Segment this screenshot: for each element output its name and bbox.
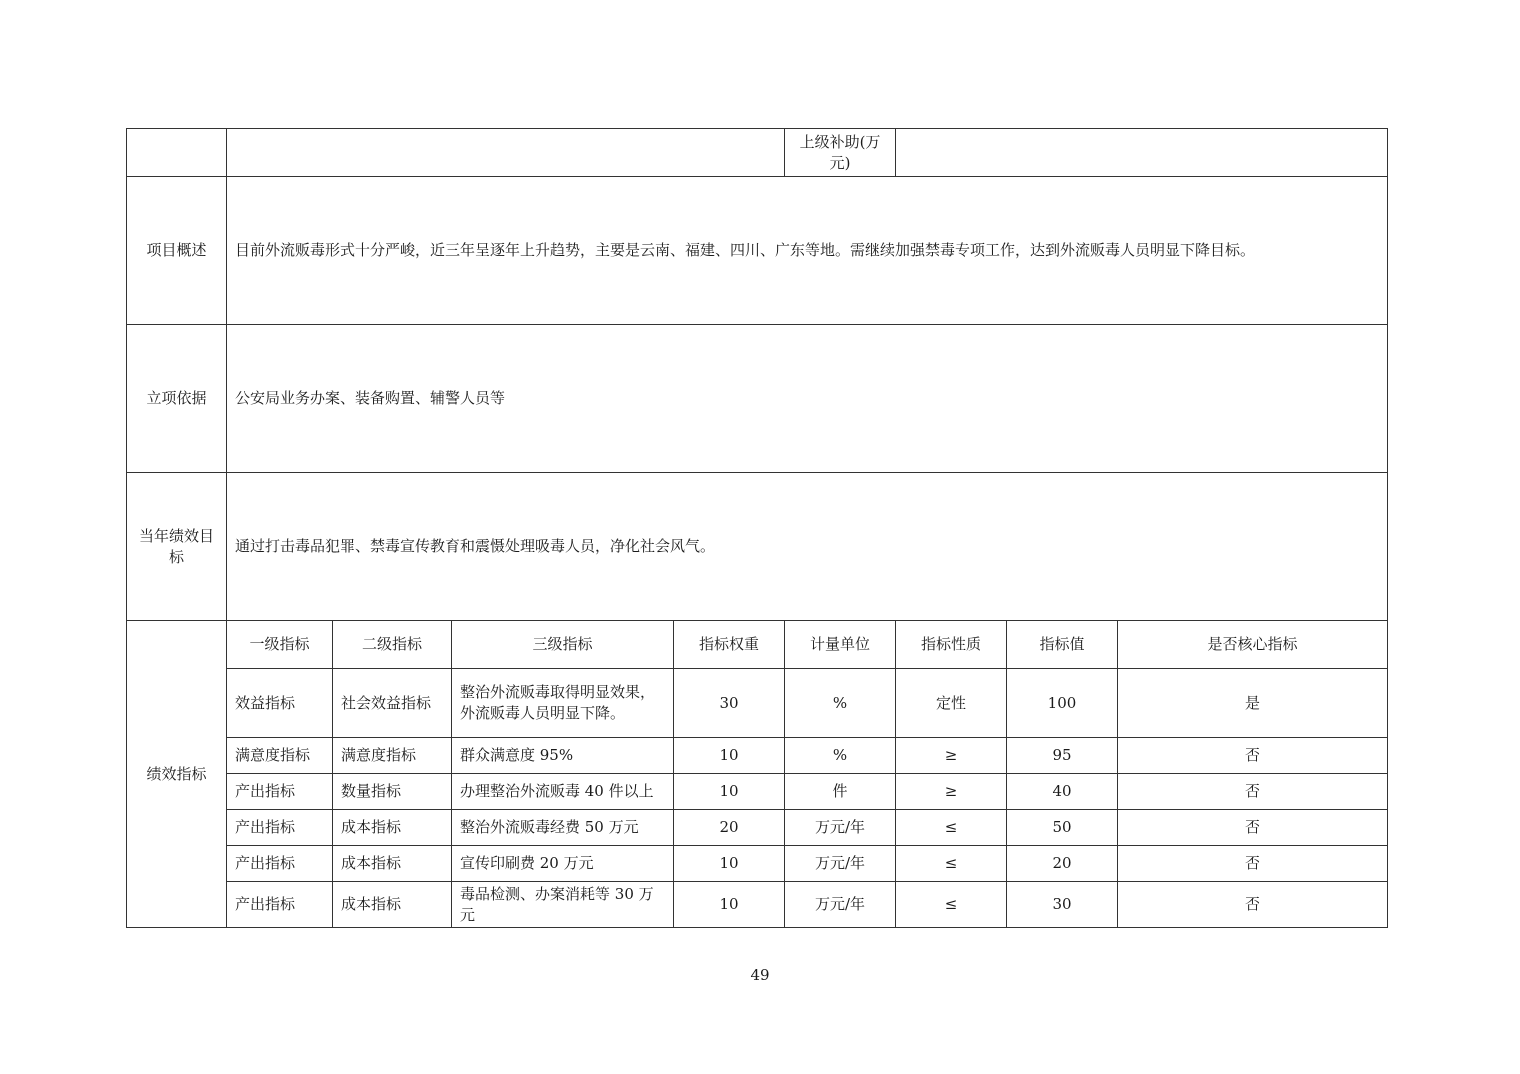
project-basis-label: 立项依据 bbox=[127, 325, 227, 473]
indicator-level3: 整治外流贩毒取得明显效果，外流贩毒人员明显下降。 bbox=[452, 669, 674, 738]
indicator-level3: 办理整治外流贩毒 40 件以上 bbox=[452, 774, 674, 810]
indicator-weight: 20 bbox=[674, 810, 785, 846]
annual-goal-label: 当年绩效目标 bbox=[127, 473, 227, 621]
empty-label-cell bbox=[127, 129, 227, 177]
indicator-value: 50 bbox=[1007, 810, 1118, 846]
indicator-level2: 成本指标 bbox=[333, 810, 452, 846]
indicator-nature: ≤ bbox=[896, 810, 1007, 846]
indicator-weight: 10 bbox=[674, 846, 785, 882]
indicator-level1: 效益指标 bbox=[227, 669, 333, 738]
indicator-nature: ≤ bbox=[896, 846, 1007, 882]
header-weight: 指标权重 bbox=[674, 621, 785, 669]
indicator-row bbox=[127, 846, 1388, 882]
indicator-weight: 30 bbox=[674, 669, 785, 738]
empty-value-cell bbox=[227, 129, 785, 177]
project-overview-row bbox=[127, 177, 1388, 325]
indicator-level2: 数量指标 bbox=[333, 774, 452, 810]
superior-subsidy-label: 上级补助(万元) bbox=[785, 129, 896, 177]
superior-subsidy-row bbox=[127, 129, 1388, 177]
indicator-value: 40 bbox=[1007, 774, 1118, 810]
indicator-unit: % bbox=[785, 669, 896, 738]
indicator-level1: 产出指标 bbox=[227, 882, 333, 928]
indicator-header-row bbox=[127, 621, 1388, 669]
indicator-level2: 满意度指标 bbox=[333, 738, 452, 774]
annual-goal-text: 通过打击毒品犯罪、禁毒宣传教育和震慑处理吸毒人员，净化社会风气。 bbox=[227, 473, 1388, 621]
indicator-level2: 成本指标 bbox=[333, 882, 452, 928]
superior-subsidy-value bbox=[896, 129, 1388, 177]
indicator-weight: 10 bbox=[674, 774, 785, 810]
indicator-value: 100 bbox=[1007, 669, 1118, 738]
indicator-core: 否 bbox=[1118, 810, 1388, 846]
annual-goal-row bbox=[127, 473, 1388, 621]
header-nature: 指标性质 bbox=[896, 621, 1007, 669]
indicator-level2: 成本指标 bbox=[333, 846, 452, 882]
indicator-core: 否 bbox=[1118, 774, 1388, 810]
indicator-weight: 10 bbox=[674, 882, 785, 928]
indicator-core: 是 bbox=[1118, 669, 1388, 738]
indicator-level3: 毒品检测、办案消耗等 30 万元 bbox=[452, 882, 674, 928]
project-overview-text: 目前外流贩毒形式十分严峻，近三年呈逐年上升趋势，主要是云南、福建、四川、广东等地。需继续加强禁毒专项工作，达到外流贩毒人员明显下降目标。 bbox=[227, 177, 1388, 325]
indicator-nature: ≥ bbox=[896, 738, 1007, 774]
header-level2: 二级指标 bbox=[333, 621, 452, 669]
header-level3: 三级指标 bbox=[452, 621, 674, 669]
header-unit: 计量单位 bbox=[785, 621, 896, 669]
indicator-unit: % bbox=[785, 738, 896, 774]
indicator-level3: 群众满意度 95% bbox=[452, 738, 674, 774]
indicator-row bbox=[127, 774, 1388, 810]
indicator-unit: 万元/年 bbox=[785, 882, 896, 928]
indicator-value: 30 bbox=[1007, 882, 1118, 928]
indicator-row bbox=[127, 810, 1388, 846]
indicator-core: 否 bbox=[1118, 846, 1388, 882]
indicator-unit: 件 bbox=[785, 774, 896, 810]
header-value: 指标值 bbox=[1007, 621, 1118, 669]
indicator-row bbox=[127, 882, 1388, 928]
indicator-nature: 定性 bbox=[896, 669, 1007, 738]
header-core: 是否核心指标 bbox=[1118, 621, 1388, 669]
performance-target-table bbox=[126, 128, 1388, 928]
indicator-core: 否 bbox=[1118, 738, 1388, 774]
indicator-level3: 整治外流贩毒经费 50 万元 bbox=[452, 810, 674, 846]
indicator-row bbox=[127, 669, 1388, 738]
indicator-row bbox=[127, 738, 1388, 774]
indicator-unit: 万元/年 bbox=[785, 846, 896, 882]
project-basis-text: 公安局业务办案、装备购置、辅警人员等 bbox=[227, 325, 1388, 473]
indicators-label: 绩效指标 bbox=[127, 621, 227, 928]
indicator-level1: 产出指标 bbox=[227, 774, 333, 810]
project-basis-row bbox=[127, 325, 1388, 473]
indicator-level3: 宣传印刷费 20 万元 bbox=[452, 846, 674, 882]
indicator-nature: ≥ bbox=[896, 774, 1007, 810]
indicator-level2: 社会效益指标 bbox=[333, 669, 452, 738]
header-level1: 一级指标 bbox=[227, 621, 333, 669]
indicator-value: 20 bbox=[1007, 846, 1118, 882]
indicator-level1: 产出指标 bbox=[227, 846, 333, 882]
indicator-unit: 万元/年 bbox=[785, 810, 896, 846]
indicator-core: 否 bbox=[1118, 882, 1388, 928]
project-overview-label: 项目概述 bbox=[127, 177, 227, 325]
page-number: 49 bbox=[750, 966, 770, 984]
indicator-value: 95 bbox=[1007, 738, 1118, 774]
indicator-level1: 产出指标 bbox=[227, 810, 333, 846]
indicator-level1: 满意度指标 bbox=[227, 738, 333, 774]
indicator-weight: 10 bbox=[674, 738, 785, 774]
indicator-nature: ≤ bbox=[896, 882, 1007, 928]
